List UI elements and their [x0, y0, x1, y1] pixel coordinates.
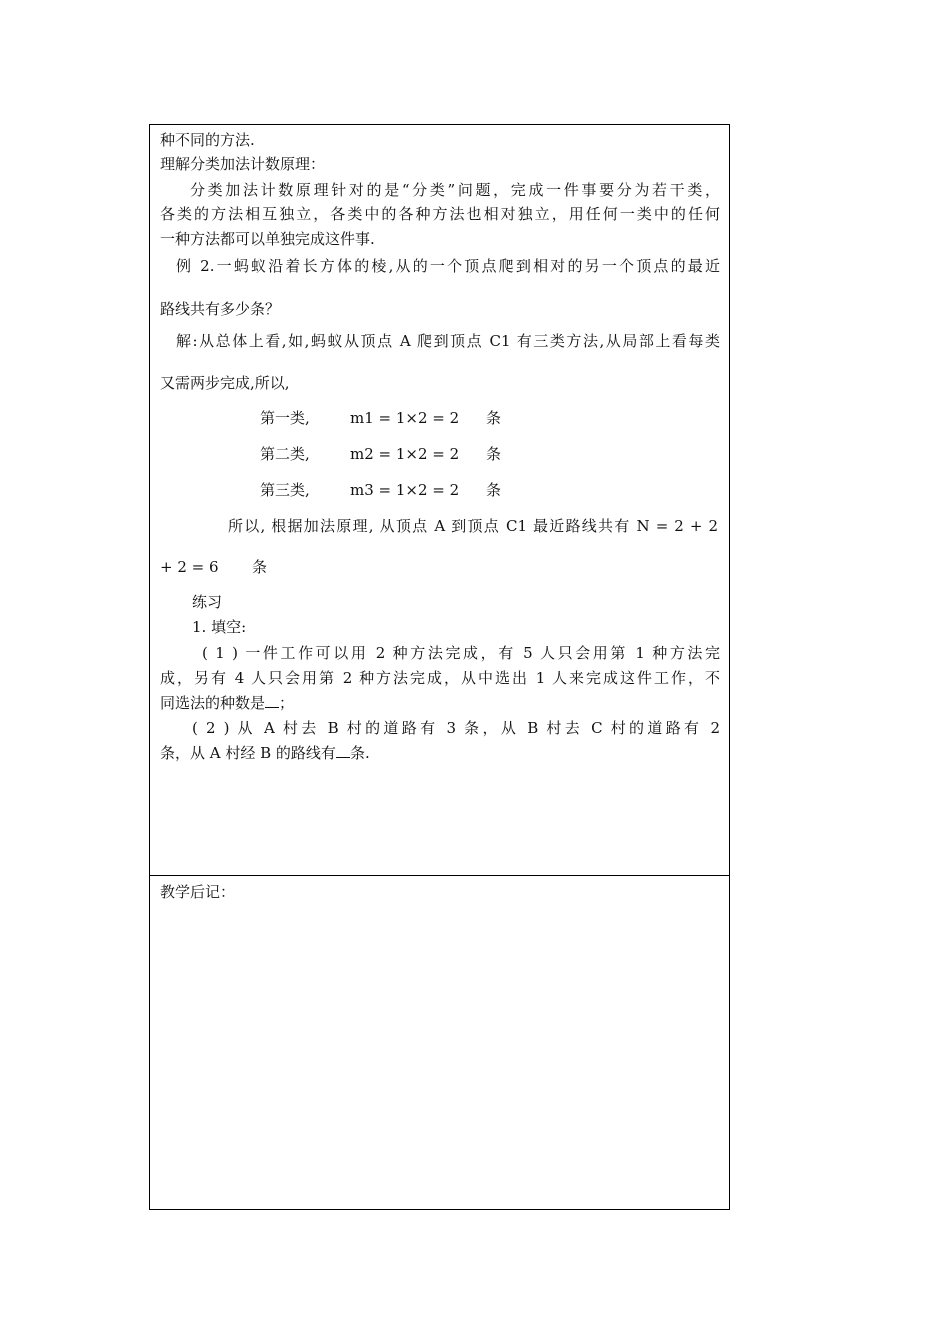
question-1-text — [160, 693, 294, 713]
class-formula: m1 = 1×2 = 2 — [350, 409, 460, 427]
class-unit: 条 — [486, 481, 502, 499]
question-2-end: 条. — [349, 744, 370, 762]
principle-text: 各类的方法相互独立，各类中的各种方法也相对独立，用任何一类中的任何 — [160, 205, 720, 223]
answer-blank[interactable] — [265, 693, 279, 708]
solution-text: 解:从总体上看,如,蚂蚁从顶点 A 爬到顶点 C1 有三类方法,从局部上看每类 — [176, 332, 720, 350]
example-text: 例 2.一蚂蚁沿着长方体的棱,从的一个顶点爬到相对的另一个顶点的最近 — [176, 257, 720, 275]
section-heading: 理解分类加法计数原理： — [160, 155, 326, 173]
class-label: 第三类, — [260, 481, 310, 499]
question-2-text: ( 2 ) 从 A 村去 B 村的道路有 3 条，从 B 村去 C 村的道路有 2 — [192, 719, 720, 737]
answer-blank[interactable] — [336, 743, 350, 758]
teaching-notes-title: 教学后记： — [160, 883, 236, 901]
fill-blank-heading: 1. 填空: — [192, 618, 247, 636]
conclusion-text: 所以, 根据加法原理, 从顶点 A 到顶点 C1 最近路线共有 N = 2 + 2 — [228, 517, 718, 535]
class-unit: 条 — [486, 409, 502, 427]
question-1-end: ； — [279, 694, 295, 712]
solution-text: 又需两步完成,所以, — [160, 374, 290, 392]
question-1-text: ( 1 ) 一件工作可以用 2 种方法完成，有 5 人只会用第 1 种方法完 — [202, 644, 720, 662]
class-label: 第一类, — [260, 409, 310, 427]
example-text: 路线共有多少条？ — [160, 300, 281, 318]
conclusion-text: + 2 = 6 — [160, 558, 219, 576]
practice-heading: 练习 — [192, 593, 223, 611]
class-unit: 条 — [486, 445, 502, 463]
lesson-table — [149, 124, 730, 1210]
class-formula: m3 = 1×2 = 2 — [350, 481, 460, 499]
class-formula: m2 = 1×2 = 2 — [350, 445, 460, 463]
principle-text: 分类加法计数原理针对的是“分类”问题，完成一件事要分为若干类， — [190, 181, 720, 199]
question-1-text: 成，另有 4 人只会用第 2 种方法完成，从中选出 1 人来完成这件工作，不 — [160, 669, 720, 687]
text-line: 种不同的方法. — [160, 131, 255, 149]
teaching-notes-cell — [150, 876, 729, 1210]
question-1-prefix: 同选法的种数是 — [160, 694, 266, 712]
principle-text: 一种方法都可以单独完成这件事. — [160, 230, 375, 248]
lesson-content-cell — [150, 125, 729, 876]
question-2-text — [160, 743, 370, 763]
class-label: 第二类, — [260, 445, 310, 463]
question-2-prefix: 条，从 A 村经 B 的路线有 — [160, 744, 336, 762]
conclusion-unit: 条 — [252, 558, 268, 576]
